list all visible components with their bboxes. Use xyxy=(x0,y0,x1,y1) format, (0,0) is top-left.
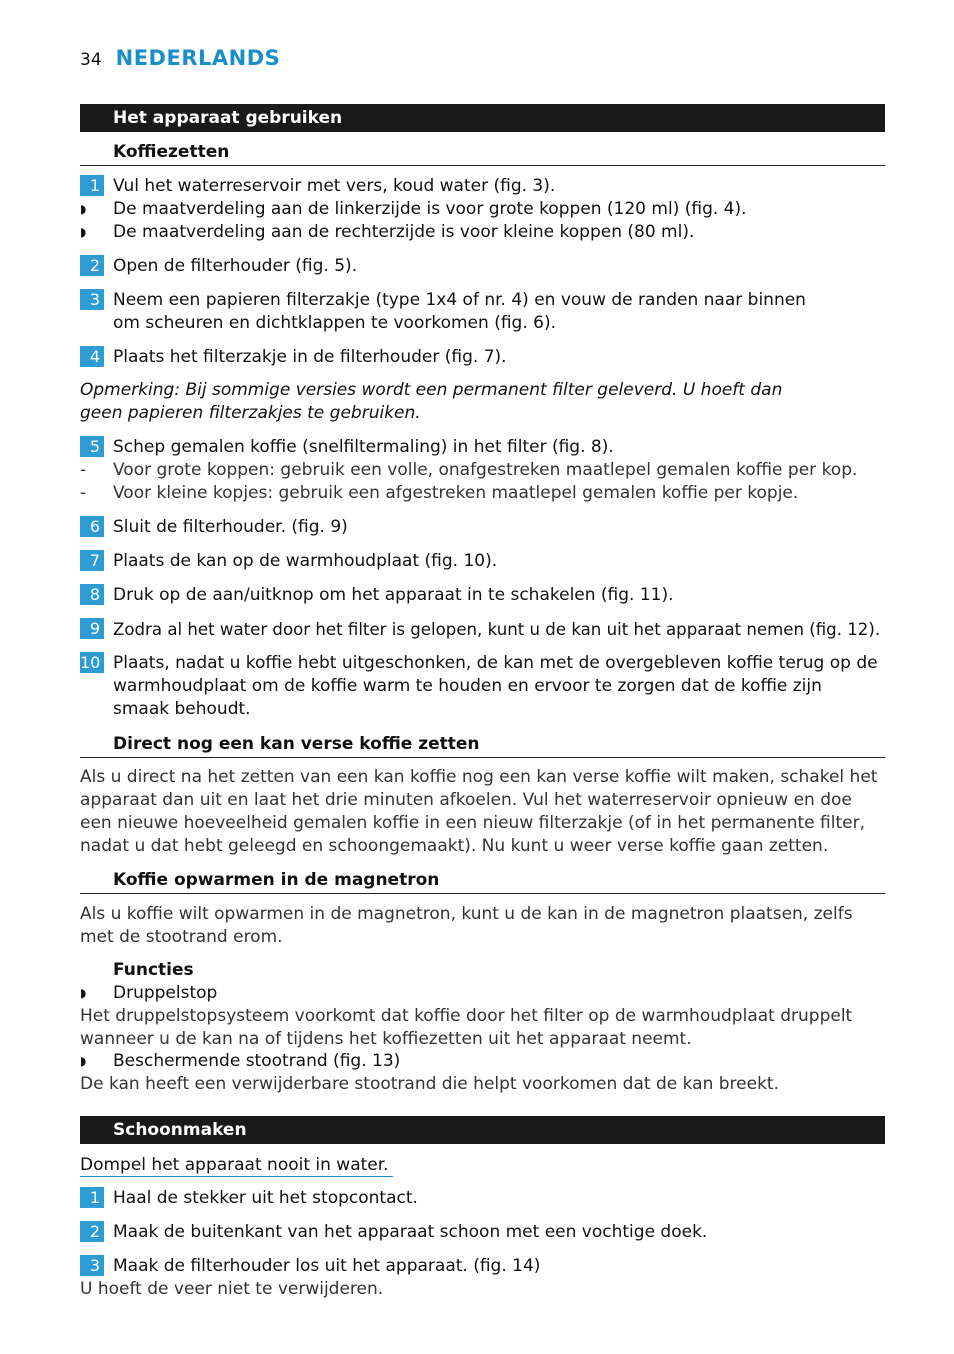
step-number: 8 xyxy=(80,584,104,605)
paragraph: U hoeft de veer niet te verwijderen. xyxy=(80,1279,384,1299)
subheading-functies: Functies xyxy=(113,960,194,980)
step-text: Schep gemalen koffie (snelfiltermaling) in het filter (fig. 8). xyxy=(113,437,614,457)
bullet-item xyxy=(80,982,885,1005)
language-title: NEDERLANDS xyxy=(115,46,281,70)
step-2 xyxy=(80,255,885,278)
step-text: Plaats de kan op de warmhoudplaat (fig. 10). xyxy=(113,551,498,571)
step-7 xyxy=(80,550,885,573)
step-text: Vul het waterreservoir met vers, koud water (fig. 3). xyxy=(113,176,556,196)
clean-step-3 xyxy=(80,1255,885,1278)
step-6 xyxy=(80,516,885,539)
bullet-arrow-icon: ◗ xyxy=(80,202,87,216)
page-number: 34 xyxy=(80,50,102,70)
bullet-arrow-icon: ◗ xyxy=(80,986,87,1000)
bullet-text: Beschermende stootrand (fig. 13) xyxy=(113,1051,401,1071)
dash-item xyxy=(80,459,885,482)
step-8 xyxy=(80,584,885,607)
paragraph: Als u direct na het zetten van een kan koffie nog een kan verse koffie wilt maken, schakel het apparaat dan uit en laat het drie minuten afkoelen. Vul het waterreservoir opnieuw en doe een nieuwe hoeveelheid gemalen koffie in een nieuw filterzakje (of in het permanente filter, nadat u dat hebt geleegd en schoongemaakt). Nu kunt u weer verse koffie gaan zetten. xyxy=(80,767,878,856)
step-number: 7 xyxy=(80,550,104,571)
subheading-magnetron: Koffie opwarmen in de magnetron xyxy=(80,870,885,894)
dash-item xyxy=(80,482,885,505)
step-number: 1 xyxy=(80,175,104,196)
step-1 xyxy=(80,175,885,198)
step-text: Sluit de filterhouder. (fig. 9) xyxy=(113,517,348,537)
step-number: 4 xyxy=(80,346,104,367)
step-text: Plaats, nadat u koffie hebt uitgeschonken, de kan met de overgebleven koffie terug op de warmhoudplaat om de koffie warm te houden en ervoor te zorgen dat de koffie zijn smaak behoudt. xyxy=(113,653,878,719)
warning-text: Dompel het apparaat nooit in water. xyxy=(80,1154,393,1177)
section-heading-schoonmaken: Schoonmaken xyxy=(80,1116,885,1144)
subheading-koffiezetten: Koffiezetten xyxy=(80,142,885,166)
step-number: 3 xyxy=(80,289,104,310)
step-text: Maak de buitenkant van het apparaat schoon met een vochtige doek. xyxy=(113,1222,708,1242)
paragraph: Het druppelstopsysteem voorkomt dat koffie door het filter op de warmhoudplaat druppelt wanneer u de kan na of tijdens het koffiezetten uit het apparaat neemt. xyxy=(80,1006,853,1049)
step-text: Zodra al het water door het filter is gelopen, kunt u de kan uit het apparaat nemen (fig. 12). xyxy=(113,620,881,639)
dash-text: Voor kleine kopjes: gebruik een afgestreken maatlepel gemalen koffie per kopje. xyxy=(113,483,799,503)
step-4 xyxy=(80,346,885,369)
note: Opmerking: Bij sommige versies wordt een permanent filter geleverd. U hoeft dan geen papieren filterzakjes te gebruiken. xyxy=(80,380,783,423)
section-heading-gebruiken: Het apparaat gebruiken xyxy=(80,104,885,132)
clean-step-1 xyxy=(80,1187,885,1210)
step-number: 6 xyxy=(80,516,104,537)
subheading-direct: Direct nog een kan verse koffie zetten xyxy=(80,734,885,758)
bullet-item xyxy=(80,1050,885,1073)
step-text: Haal de stekker uit het stopcontact. xyxy=(113,1188,418,1208)
step-9 xyxy=(80,618,885,641)
step-text: Maak de filterhouder los uit het apparaat. (fig. 14) xyxy=(113,1256,541,1276)
dash-text: Voor grote koppen: gebruik een volle, onafgestreken maatlepel gemalen koffie per kop. xyxy=(113,460,858,480)
bullet-text: De maatverdeling aan de rechterzijde is voor kleine koppen (80 ml). xyxy=(113,222,695,242)
step-number: 5 xyxy=(80,436,104,457)
step-number: 1 xyxy=(80,1187,104,1208)
step-5 xyxy=(80,436,885,459)
step-3 xyxy=(80,289,885,335)
page-header xyxy=(80,46,280,76)
dash-icon: - xyxy=(80,460,87,480)
bullet-arrow-icon: ◗ xyxy=(80,225,87,239)
step-number: 9 xyxy=(80,618,104,639)
step-text: Plaats het filterzakje in de filterhouder (fig. 7). xyxy=(113,347,507,367)
step-text: Druk op de aan/uitknop om het apparaat in te schakelen (fig. 11). xyxy=(113,585,674,605)
bullet-arrow-icon: ◗ xyxy=(80,1054,87,1068)
step-number: 2 xyxy=(80,255,104,276)
step-text: Neem een papieren filterzakje (type 1x4 of nr. 4) en vouw de randen naar binnen om scheuren en dichtklappen te voorkomen (fig. 6). xyxy=(113,290,806,333)
step-number: 2 xyxy=(80,1221,104,1242)
paragraph: Als u koffie wilt opwarmen in de magnetron, kunt u de kan in de magnetron plaatsen, zelfs met de stootrand erom. xyxy=(80,904,853,947)
dash-icon: - xyxy=(80,483,87,503)
bullet-item xyxy=(80,198,885,221)
bullet-text: Druppelstop xyxy=(113,983,218,1003)
clean-step-2 xyxy=(80,1221,885,1244)
step-number: 3 xyxy=(80,1255,104,1276)
paragraph: De kan heeft een verwijderbare stootrand die helpt voorkomen dat de kan breekt. xyxy=(80,1074,779,1094)
bullet-item xyxy=(80,221,885,244)
step-number: 10 xyxy=(80,652,104,673)
step-10 xyxy=(80,652,885,721)
step-text: Open de filterhouder (fig. 5). xyxy=(113,256,358,276)
bullet-text: De maatverdeling aan de linkerzijde is voor grote koppen (120 ml) (fig. 4). xyxy=(113,199,747,219)
